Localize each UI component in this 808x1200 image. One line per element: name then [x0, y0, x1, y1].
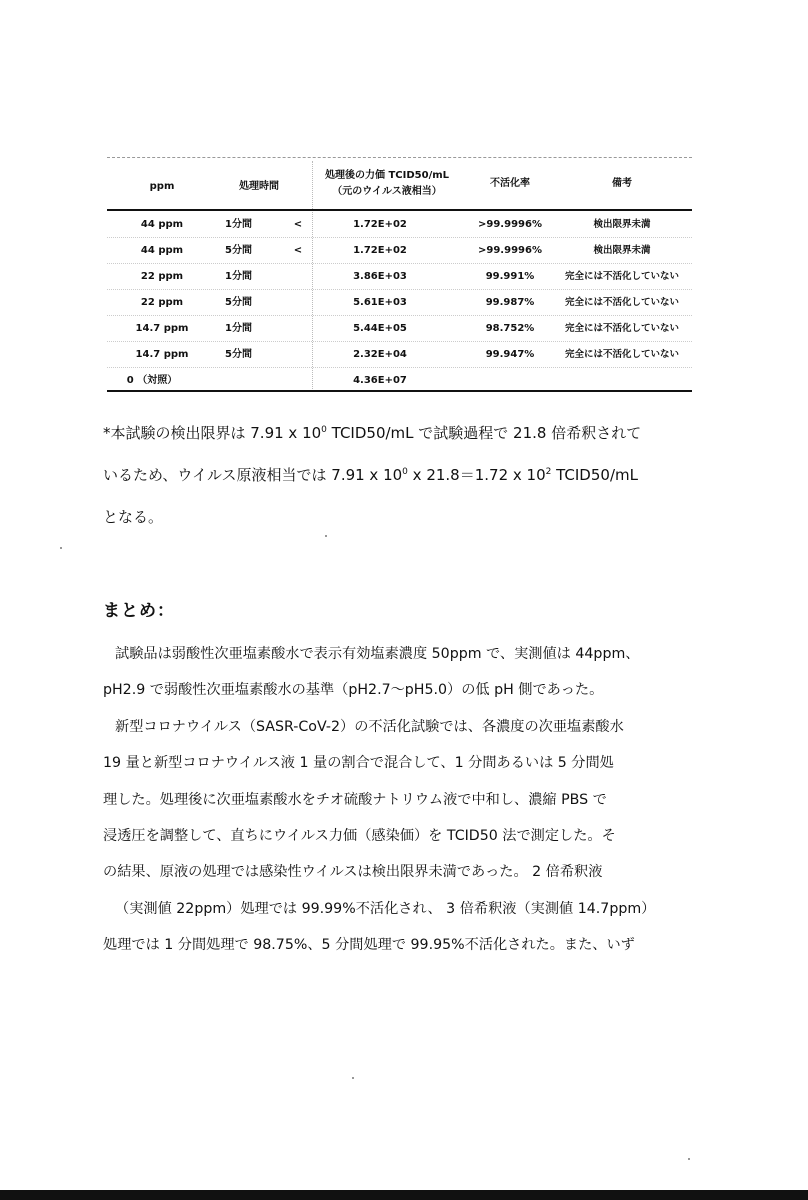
note-line1: *本試験の検出限界は 7.91 x $10^0$ TCID50/mL で試験過程で 21.8 倍希釈されて [103, 424, 642, 442]
cell-less-than: < [293, 219, 303, 230]
header-remarks: 備考 [612, 178, 632, 189]
cell-inactivation: >99.9996% [478, 219, 542, 230]
cell-titer: 1.72E+02 [353, 245, 407, 256]
table-row [107, 341, 692, 368]
note-line2: いるため、ウイルス原液相当では 7.91 x $10^0$ x 21.8＝1.72 x $10^2$ TCID50/mL [103, 466, 638, 484]
table-row [107, 315, 692, 342]
scan-speck [352, 1077, 354, 1079]
table-row [107, 211, 692, 238]
summary-line: pH2.9 で弱酸性次亜塩素酸水の基準（pH2.7～pH5.0）の低 pH 側であった。 [103, 682, 604, 699]
cell-ppm: 22 ppm [140, 297, 184, 308]
cell-inactivation: >99.9996% [478, 245, 542, 256]
cell-inactivation: 99.991% [485, 271, 535, 282]
cell-remarks: 完全には不活化していない [564, 271, 679, 282]
cell-inactivation: 99.947% [485, 349, 535, 360]
cell-time: 1分間 [225, 271, 252, 282]
cell-titer: 2.32E+04 [353, 349, 407, 360]
cell-ppm: 44 ppm [140, 219, 184, 230]
summary-line: 新型コロナウイルス（SASR-CoV-2）の不活化試験では、各濃度の次亜塩素酸水 [115, 718, 624, 735]
summary-line: 処理では 1 分間処理で 98.75%、5 分間処理で 99.95%不活化された。また、いず [103, 937, 635, 954]
cell-inactivation: 98.752% [485, 323, 535, 334]
cell-remarks: 完全には不活化していない [564, 323, 679, 334]
header-ppm: ppm [149, 181, 175, 192]
scan-speck [688, 1158, 690, 1160]
cell-time: 1分間 [225, 323, 252, 334]
cell-titer: 3.86E+03 [353, 271, 407, 282]
cell-remarks: 検出限界未満 [593, 245, 651, 256]
scan-speck [60, 547, 62, 549]
header-titer-line1: 処理後の力価 TCID50/mL [324, 170, 450, 181]
summary-line: （実測値 22ppm）処理では 99.99%不活化され、 3 倍希釈液（実測値 14.7ppm） [115, 900, 656, 917]
detection-limit-note [103, 412, 703, 538]
cell-remarks: 完全には不活化していない [564, 349, 679, 360]
summary-line: の結果、原液の処理では感染性ウイルスは検出限界未満であった。 2 倍希釈液 [103, 864, 603, 881]
table-top-rule [107, 157, 692, 158]
cell-titer: 4.36E+07 [353, 375, 407, 386]
summary-line: 19 量と新型コロナウイルス液 1 量の割合で混合して、1 分間あるいは 5 分間処 [103, 755, 614, 772]
summary-line: 試験品は弱酸性次亜塩素酸水で表示有効塩素濃度 50ppm で、実測値は 44ppm、 [115, 646, 640, 662]
header-treatment-time: 処理時間 [239, 181, 279, 192]
summary-body [103, 636, 703, 964]
table-row [107, 289, 692, 316]
cell-ppm: 14.7 ppm [135, 349, 189, 360]
summary-line: 浸透圧を調整して、直ちにウイルス力価（感染価）を TCID50 法で測定した。そ [103, 828, 616, 845]
table-row [107, 263, 692, 290]
cell-inactivation: 99.987% [485, 297, 535, 308]
cell-titer: 1.72E+02 [353, 219, 407, 230]
summary-heading: まとめ： [103, 601, 175, 621]
cell-time: 1分間 [225, 219, 252, 230]
table-bottom-rule [107, 390, 692, 392]
note-line3: となる。 [103, 508, 164, 526]
scan-bottom-edge [0, 1190, 808, 1200]
header-titer-line2: （元のウイルス液相当） [332, 186, 442, 197]
cell-ppm: 22 ppm [140, 271, 184, 282]
cell-less-than: < [293, 245, 303, 256]
cell-remarks: 検出限界未満 [593, 219, 651, 230]
cell-ppm: 14.7 ppm [135, 323, 189, 334]
cell-time: 5分間 [225, 349, 252, 360]
table-row [107, 237, 692, 264]
cell-time: 5分間 [225, 297, 252, 308]
scan-speck [325, 535, 327, 537]
header-inactivation-rate: 不活化率 [490, 178, 530, 189]
summary-line: 理した。処理後に次亜塩素酸水をチオ硫酸ナトリウム液で中和し、濃縮 PBS で [103, 791, 607, 808]
cell-remarks: 完全には不活化していない [564, 297, 679, 308]
cell-time: 5分間 [225, 245, 252, 256]
cell-ppm: 44 ppm [140, 245, 184, 256]
cell-titer: 5.44E+05 [353, 323, 407, 334]
cell-ppm: 0 （対照） [126, 375, 178, 386]
cell-titer: 5.61E+03 [353, 297, 407, 308]
